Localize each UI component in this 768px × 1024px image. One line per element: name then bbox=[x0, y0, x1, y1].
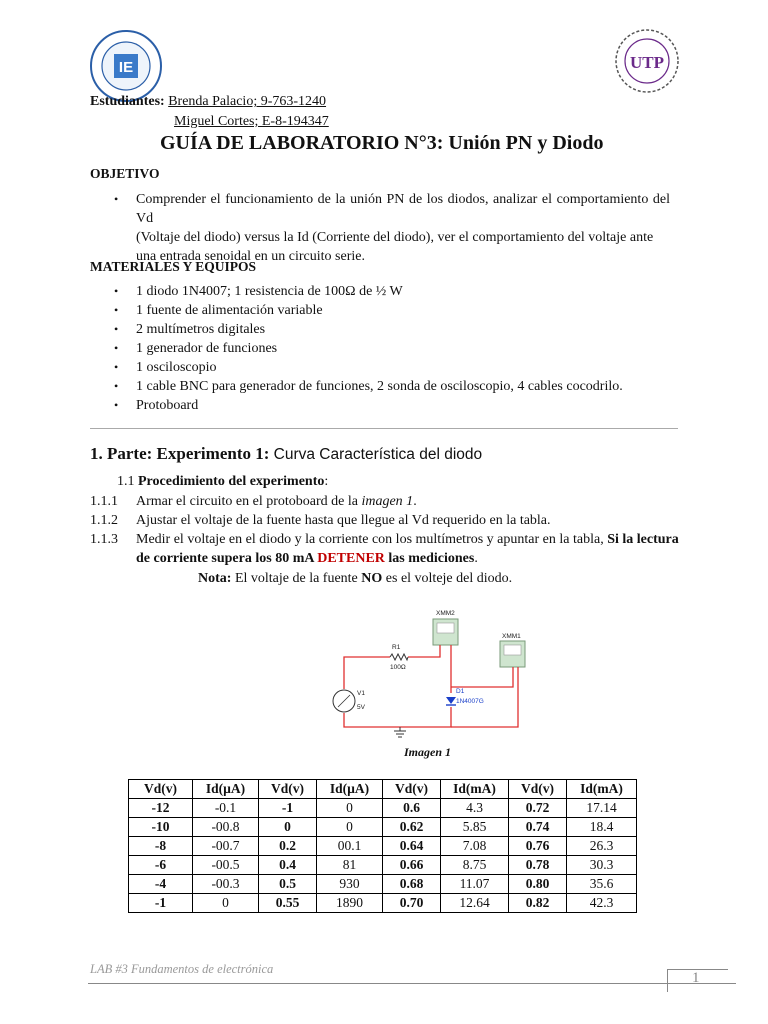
table-cell: -00.7 bbox=[193, 837, 259, 856]
table-cell: 17.14 bbox=[567, 799, 637, 818]
table-cell: 30.3 bbox=[567, 856, 637, 875]
material-item: • 1 cable BNC para generador de funciones, 2 sonda de osciloscopio, 4 cables cocodrilo. bbox=[114, 377, 674, 396]
table-cell: 11.07 bbox=[441, 875, 509, 894]
table-cell: 0.78 bbox=[509, 856, 567, 875]
utp-seal-icon bbox=[614, 28, 680, 94]
table-cell: -8 bbox=[129, 837, 193, 856]
table-header-row bbox=[129, 780, 637, 799]
v1-label: V1 bbox=[357, 690, 365, 697]
student-2: Miguel Cortes; E-8-194347 bbox=[174, 114, 329, 129]
step-bold: Si la lectura bbox=[607, 532, 679, 547]
table-cell: -4 bbox=[129, 875, 193, 894]
column-header: Id(µA) bbox=[317, 780, 383, 799]
objetivo-heading: OBJETIVO bbox=[90, 166, 160, 181]
table-row bbox=[129, 837, 637, 856]
table-cell: 0.70 bbox=[383, 894, 441, 913]
table-row bbox=[129, 856, 637, 875]
footer-divider bbox=[88, 983, 736, 984]
step-text-end: . bbox=[413, 494, 417, 509]
table-cell: 81 bbox=[317, 856, 383, 875]
step-number: 1.1.1 bbox=[90, 494, 118, 509]
materiales-list bbox=[114, 282, 674, 415]
circuit-diagram bbox=[330, 603, 530, 741]
step-text: Armar el circuito en el protoboard de la bbox=[136, 494, 362, 509]
figure-caption: Imagen 1 bbox=[404, 745, 452, 759]
table-cell: 12.64 bbox=[441, 894, 509, 913]
table-cell: -0.1 bbox=[193, 799, 259, 818]
r1-label: R1 bbox=[392, 644, 401, 651]
table-cell: 0.2 bbox=[259, 837, 317, 856]
note-text: El voltaje de la fuente bbox=[231, 571, 362, 586]
right-logo-seal bbox=[614, 28, 680, 94]
material-item: • 1 osciloscopio bbox=[114, 358, 674, 377]
circuit-schematic bbox=[330, 603, 530, 741]
page-number: 1 bbox=[692, 970, 700, 986]
diode-icon bbox=[446, 697, 456, 704]
students-block bbox=[90, 92, 326, 111]
step-text: Medir el voltaje en el diodo y la corriente con los multímetros y apuntar en la tabla, bbox=[136, 532, 608, 547]
d1-label: D1 bbox=[456, 688, 465, 695]
table-cell: -10 bbox=[129, 818, 193, 837]
column-header: Vd(v) bbox=[259, 780, 317, 799]
step-3-cont bbox=[136, 549, 478, 568]
left-logo-text: IE bbox=[118, 59, 134, 76]
table-cell: -00.5 bbox=[193, 856, 259, 875]
column-header: Id(µA) bbox=[193, 780, 259, 799]
table-cell: 0.62 bbox=[383, 818, 441, 837]
table-cell: 0.80 bbox=[509, 875, 567, 894]
step-number: 1.1.3 bbox=[90, 532, 118, 547]
part1-rest: Curva Característica del diodo bbox=[273, 446, 483, 463]
table-cell: 0.6 bbox=[383, 799, 441, 818]
table-cell: 1890 bbox=[317, 894, 383, 913]
table-cell: 0.82 bbox=[509, 894, 567, 913]
table-cell: 0.64 bbox=[383, 837, 441, 856]
table-cell: 0.68 bbox=[383, 875, 441, 894]
v1-value: 5V bbox=[357, 704, 365, 711]
table-cell: -12 bbox=[129, 799, 193, 818]
column-header: Vd(v) bbox=[129, 780, 193, 799]
table-cell: 00.1 bbox=[317, 837, 383, 856]
table-cell: 35.6 bbox=[567, 875, 637, 894]
step-2 bbox=[90, 511, 551, 530]
subsection-title: Procedimiento del experimento bbox=[138, 474, 325, 489]
part1-bold: Parte: Experimento 1: bbox=[107, 444, 270, 463]
table-cell: -6 bbox=[129, 856, 193, 875]
xmm1-label: XMM1 bbox=[502, 633, 521, 640]
table-cell: 0 bbox=[193, 894, 259, 913]
column-header: Id(mA) bbox=[441, 780, 509, 799]
table-cell: 0.76 bbox=[509, 837, 567, 856]
table-cell: 0.66 bbox=[383, 856, 441, 875]
table-cell: 8.75 bbox=[441, 856, 509, 875]
materiales-heading: MATERIALES Y EQUIPOS bbox=[90, 259, 257, 274]
subsection-heading bbox=[117, 472, 328, 491]
objetivo-item bbox=[114, 190, 670, 266]
table-cell: 930 bbox=[317, 875, 383, 894]
step-italic: imagen 1 bbox=[361, 494, 414, 509]
objetivo-list bbox=[114, 190, 670, 266]
material-item: • 1 fuente de alimentación variable bbox=[114, 301, 674, 320]
page-title: GUÍA DE LABORATORIO N°3: Unión PN y Diodo bbox=[160, 132, 604, 154]
right-logo-text: UTP bbox=[630, 53, 664, 72]
subsection-number: 1.1 bbox=[117, 474, 135, 489]
step-3 bbox=[90, 530, 680, 549]
subsection-colon: : bbox=[324, 474, 329, 489]
material-item: • 2 multímetros digitales bbox=[114, 320, 674, 339]
material-item: • Protoboard bbox=[114, 396, 674, 415]
step-text-end: . bbox=[474, 551, 478, 566]
material-item: • 1 generador de funciones bbox=[114, 339, 674, 358]
table-cell: 5.85 bbox=[441, 818, 509, 837]
note-text-end: es el volteje del diodo. bbox=[382, 571, 513, 586]
objetivo-text-3: una entrada senoidal en un circuito serie. bbox=[136, 249, 365, 264]
material-item: • 1 diodo 1N4007; 1 resistencia de 100Ω de ½ W bbox=[114, 282, 674, 301]
table-row bbox=[129, 894, 637, 913]
note bbox=[198, 569, 512, 588]
table-row bbox=[129, 799, 637, 818]
table-cell: 0 bbox=[317, 799, 383, 818]
note-label: Nota: bbox=[198, 571, 232, 586]
table-cell: 0.74 bbox=[509, 818, 567, 837]
table-cell: 0 bbox=[259, 818, 317, 837]
table-cell: 0.55 bbox=[259, 894, 317, 913]
table-row bbox=[129, 818, 637, 837]
step-bold: de corriente supera los 80 mA bbox=[136, 551, 318, 566]
table-cell: 0 bbox=[317, 818, 383, 837]
xmm2-label: XMM2 bbox=[436, 610, 455, 617]
table-row bbox=[129, 875, 637, 894]
step-bold: las mediciones bbox=[384, 551, 475, 566]
section-divider bbox=[90, 428, 678, 429]
table-cell: 4.3 bbox=[441, 799, 509, 818]
objetivo-text-2: (Voltaje del diodo) versus la Id (Corriente del diodo), ver el comportamiento del voltaje ante bbox=[136, 230, 654, 245]
table-cell: 42.3 bbox=[567, 894, 637, 913]
table-cell: 18.4 bbox=[567, 818, 637, 837]
table-cell: 0.4 bbox=[259, 856, 317, 875]
table-cell: 0.5 bbox=[259, 875, 317, 894]
d1-value: 1N4007G bbox=[456, 698, 484, 705]
table-cell: -1 bbox=[129, 894, 193, 913]
column-header: Id(mA) bbox=[567, 780, 637, 799]
step-number: 1.1.2 bbox=[90, 513, 118, 528]
student-1: Brenda Palacio; 9-763-1240 bbox=[168, 94, 327, 109]
table-cell: -1 bbox=[259, 799, 317, 818]
table-cell: 26.3 bbox=[567, 837, 637, 856]
objetivo-text-1: Comprender el funcionamiento de la unión PN de los diodos, analizar el comportamiento del Vd bbox=[136, 192, 670, 226]
part1-heading bbox=[90, 443, 482, 466]
students-label: Estudiantes: bbox=[90, 94, 165, 109]
column-header: Vd(v) bbox=[509, 780, 567, 799]
footer-text: LAB #3 Fundamentos de electrónica bbox=[90, 962, 274, 976]
part1-number: 1. bbox=[90, 444, 103, 463]
step-text: Ajustar el voltaje de la fuente hasta que llegue al Vd requerido en la tabla. bbox=[136, 513, 551, 528]
table-cell: 0.72 bbox=[509, 799, 567, 818]
step-1 bbox=[90, 492, 417, 511]
resistor-icon bbox=[390, 654, 408, 660]
note-bold: NO bbox=[361, 571, 383, 586]
table-cell: 7.08 bbox=[441, 837, 509, 856]
table-cell: -00.8 bbox=[193, 818, 259, 837]
table-cell: -00.3 bbox=[193, 875, 259, 894]
r1-value: 100Ω bbox=[390, 664, 406, 671]
measurements-table bbox=[128, 779, 637, 913]
stop-warning: DETENER bbox=[317, 551, 385, 566]
column-header: Vd(v) bbox=[383, 780, 441, 799]
